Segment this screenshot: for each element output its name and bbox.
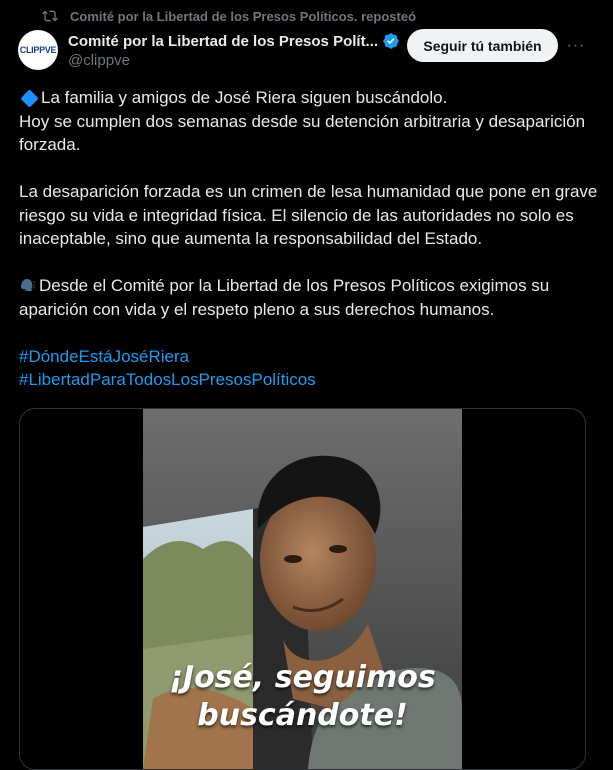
video-frame: [143, 409, 462, 769]
author-display-name[interactable]: Comité por la Libertad de los Presos Polít...: [68, 32, 379, 50]
repost-indicator[interactable]: [42, 8, 416, 24]
speaking-head-icon: [19, 277, 35, 293]
video-caption-line-1: ¡José, seguimos: [169, 660, 436, 695]
avatar[interactable]: [18, 30, 58, 70]
video-caption-line-2: buscándote!: [197, 698, 408, 733]
tweet-paragraph-3: [19, 274, 599, 321]
follow-button[interactable]: Seguir tú también: [407, 29, 558, 62]
tweet-paragraph-3-text: Desde el Comité por la Libertad de los Presos Políticos exigimos su aparición con vida y el respeto pleno a sus derechos humanos.: [19, 276, 550, 319]
verified-badge-icon[interactable]: [382, 32, 400, 50]
hashtag-link[interactable]: #DóndeEstáJoséRiera: [19, 346, 190, 366]
tweet-paragraph-2: La desaparición forzada es un crimen de lesa humanidad que pone en grave riesgo su vida e integridad física. El silencio de las autoridades no solo es inaceptable, sino que aumenta la responsabilidad del Estado.: [19, 182, 598, 248]
media-video[interactable]: [19, 408, 586, 770]
avatar-logo: CLIPPVE: [19, 45, 57, 55]
more-options-icon[interactable]: ···: [566, 37, 586, 54]
hashtag-link[interactable]: #LibertadParaTodosLosPresosPolíticos: [19, 370, 316, 389]
tweet-text: [19, 86, 599, 392]
repost-icon: [42, 8, 58, 24]
blue-diamond-icon: [20, 89, 38, 107]
tweet-line-2: Hoy se cumplen dos semanas desde su detención arbitraria y desaparición forzada.: [19, 111, 586, 154]
author-handle[interactable]: @clippve: [68, 52, 130, 69]
repost-text: Comité por la Libertad de los Presos Políticos. reposteó: [70, 8, 417, 24]
tweet-line-1: [19, 86, 599, 110]
tweet-line-1-text: La familia y amigos de José Riera siguen buscándolo.: [41, 88, 448, 107]
